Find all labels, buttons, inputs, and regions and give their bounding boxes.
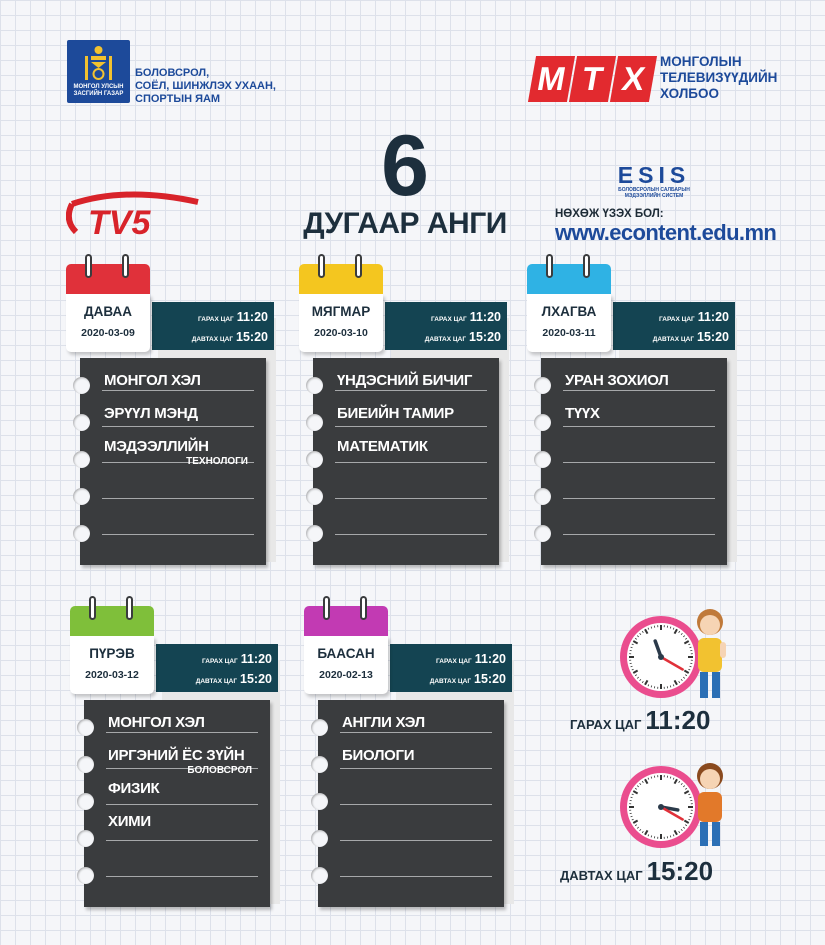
- calendar-tag: [66, 264, 150, 352]
- air-time-row: [436, 652, 506, 666]
- card-time-bar: [613, 302, 735, 350]
- calendar-header: [66, 264, 150, 294]
- repeat-time: 15:20: [240, 672, 272, 686]
- grade-label: ДУГААР АНГИ: [303, 207, 507, 240]
- calendar-header: [70, 606, 154, 636]
- binder-hole: [77, 756, 94, 773]
- subject-board: [318, 700, 504, 907]
- repeat-time-caption: ДАВТАХ ЦАГ: [195, 678, 238, 685]
- subject-line: [340, 804, 492, 805]
- calendar-ring: [122, 254, 129, 278]
- clock-center: [658, 654, 664, 660]
- day-date: 2020-03-11: [542, 327, 596, 339]
- repeat-time-row: [196, 672, 272, 686]
- card-time-bar: [152, 302, 274, 350]
- calendar-body: [66, 294, 150, 352]
- mtx-logo: [532, 56, 653, 102]
- binder-hole: [306, 377, 323, 394]
- subject-name: БИОЛОГИ: [342, 747, 415, 764]
- mtx-letter: М: [528, 56, 575, 102]
- card-time-bar: [390, 644, 512, 692]
- repeat-time-row: [192, 330, 268, 344]
- air-time-caption: ГАРАХ ЦАГ: [198, 316, 234, 323]
- subject-line: [102, 390, 254, 391]
- calendar-body: [304, 636, 388, 694]
- repeat-time-caption: ДАВТАХ ЦАГ: [652, 336, 695, 343]
- binder-hole: [534, 488, 551, 505]
- air-time: 11:20: [474, 652, 506, 666]
- binder-hole: [534, 414, 551, 431]
- binder-hole: [73, 377, 90, 394]
- air-time-row: [202, 652, 272, 666]
- binder-hole: [306, 451, 323, 468]
- repeat-time-caption: ДАВТАХ ЦАГ: [560, 868, 643, 883]
- air-time-caption: ГАРАХ ЦАГ: [202, 658, 238, 665]
- calendar-ring: [546, 254, 553, 278]
- subject-line: [563, 498, 715, 499]
- card-time-bar: [156, 644, 278, 692]
- binder-hole: [534, 377, 551, 394]
- subject-line: [563, 426, 715, 427]
- calendar-ring: [89, 596, 96, 620]
- subject-board: [84, 700, 270, 907]
- clock-center: [658, 804, 664, 810]
- binder-hole: [73, 451, 90, 468]
- mtx-name: МОНГОЛЫН ТЕЛЕВИЗҮҮДИЙН ХОЛБОО: [660, 54, 778, 101]
- air-time: 11:20: [469, 310, 501, 324]
- binder-hole: [306, 488, 323, 505]
- esis-logo-text: ESIS: [617, 162, 691, 188]
- subject-line: [335, 390, 487, 391]
- day-name: МЯГМАР: [311, 304, 371, 319]
- subject-name: ФИЗИК: [108, 780, 160, 797]
- air-time-label: [570, 705, 710, 736]
- soyombo-icon: [82, 44, 115, 82]
- calendar-tag: [299, 264, 383, 352]
- subject-line: [563, 534, 715, 535]
- binder-hole: [311, 867, 328, 884]
- air-time: 11:20: [236, 310, 268, 324]
- binder-hole: [73, 525, 90, 542]
- binder-hole: [73, 414, 90, 431]
- boy-illustration: [690, 760, 732, 859]
- air-time-row: [431, 310, 501, 324]
- subject-line: [340, 876, 492, 877]
- air-time: 11:20: [240, 652, 272, 666]
- repeat-time-row: [653, 330, 729, 344]
- calendar-ring: [355, 254, 362, 278]
- day-date: 2020-03-12: [85, 669, 139, 681]
- subject-name: МОНГОЛ ХЭЛ: [108, 714, 205, 731]
- calendar-body: [70, 636, 154, 694]
- repeat-time-value: 15:20: [646, 856, 714, 886]
- binder-hole: [311, 793, 328, 810]
- subject-name: БИЕИЙН ТАМИР: [337, 405, 454, 422]
- air-time-caption: ГАРАХ ЦАГ: [659, 316, 695, 323]
- air-time-caption: ГАРАХ ЦАГ: [436, 658, 472, 665]
- repeat-time: 15:20: [697, 330, 729, 344]
- day-name: БААСАН: [317, 646, 375, 661]
- day-name: ДАВАА: [84, 304, 132, 319]
- calendar-header: [304, 606, 388, 636]
- air-time-row: [659, 310, 729, 324]
- esis-subtitle: БОЛОВСРОЛЫН САЛБАРЫН МЭДЭЭЛЛИЙН СИСТЕМ: [618, 187, 690, 199]
- subject-line: [106, 840, 258, 841]
- repeat-time-caption: ДАВТАХ ЦАГ: [191, 336, 234, 343]
- air-time: 11:20: [697, 310, 729, 324]
- subject-name: УРАН ЗОХИОЛ: [565, 372, 669, 389]
- calendar-ring: [583, 254, 590, 278]
- day-name: ЛХАГВА: [541, 304, 597, 319]
- day-name: ПҮРЭВ: [89, 646, 135, 661]
- ministry-name: БОЛОВСРОЛ, СОЁЛ, ШИНЖЛЭХ УХААН, СПОРТЫН ЯАМ: [135, 67, 276, 105]
- subject-line: [335, 498, 487, 499]
- calendar-ring: [360, 596, 367, 620]
- day-card: [527, 258, 739, 568]
- subject-board: [80, 358, 266, 565]
- repeat-time: 15:20: [474, 672, 506, 686]
- ministry-logo: [67, 40, 130, 103]
- binder-hole: [77, 830, 94, 847]
- calendar-tag: [304, 606, 388, 694]
- subject-line: [340, 840, 492, 841]
- air-time-caption: ГАРАХ ЦАГ: [570, 717, 642, 732]
- calendar-ring: [85, 254, 92, 278]
- binder-hole: [77, 867, 94, 884]
- card-time-bar: [385, 302, 507, 350]
- subject-board: [541, 358, 727, 565]
- subject-line: [106, 732, 258, 733]
- repeat-time-caption: ДАВТАХ ЦАГ: [424, 336, 467, 343]
- calendar-body: [527, 294, 611, 352]
- repeat-time: 15:20: [236, 330, 268, 344]
- calendar-header: [527, 264, 611, 294]
- binder-hole: [73, 488, 90, 505]
- girl-illustration: [690, 606, 732, 709]
- calendar-tag: [70, 606, 154, 694]
- subject-line: [340, 732, 492, 733]
- mtx-letter: Т: [569, 56, 616, 102]
- repeat-time-label: [560, 856, 713, 887]
- day-date: 2020-03-09: [81, 327, 135, 339]
- binder-hole: [77, 719, 94, 736]
- subject-name: ТҮҮХ: [565, 405, 600, 422]
- watch-label: НӨХӨЖ ҮЗЭХ БОЛ:: [555, 208, 664, 220]
- tv5-logo: [66, 190, 202, 245]
- day-card: [299, 258, 511, 568]
- binder-hole: [77, 793, 94, 810]
- subject-line: [335, 426, 487, 427]
- subject-name: МОНГОЛ ХЭЛ: [104, 372, 201, 389]
- subject-line: [563, 390, 715, 391]
- calendar-tag: [527, 264, 611, 352]
- air-time-caption: ГАРАХ ЦАГ: [431, 316, 467, 323]
- calendar-ring: [126, 596, 133, 620]
- mtx-letter: Х: [610, 56, 657, 102]
- day-card: [66, 258, 278, 568]
- subject-line: [335, 534, 487, 535]
- subject-line: [102, 498, 254, 499]
- subject-name: АНГЛИ ХЭЛ: [342, 714, 425, 731]
- tv5-text: TV5: [88, 204, 151, 240]
- binder-hole: [534, 451, 551, 468]
- econtent-link[interactable]: www.econtent.edu.mn: [555, 220, 777, 245]
- subject-line: [106, 876, 258, 877]
- subject-line: [563, 462, 715, 463]
- calendar-ring: [318, 254, 325, 278]
- repeat-time-row: [425, 330, 501, 344]
- esis-logo: [612, 164, 696, 199]
- binder-hole: [311, 719, 328, 736]
- grade-number: 6: [381, 118, 429, 214]
- subject-line: [102, 534, 254, 535]
- subject-name: ИРГЭНИЙ ЁС ЗҮЙН: [108, 747, 245, 764]
- subject-line: [340, 768, 492, 769]
- subject-line: [335, 462, 487, 463]
- subject-name: МАТЕМАТИК: [337, 438, 428, 455]
- binder-hole: [306, 525, 323, 542]
- calendar-header: [299, 264, 383, 294]
- binder-hole: [534, 525, 551, 542]
- subject-line: [102, 426, 254, 427]
- repeat-time-caption: ДАВТАХ ЦАГ: [429, 678, 472, 685]
- subject-subtitle: ТЕХНОЛОГИ: [186, 456, 248, 467]
- subject-line: [106, 804, 258, 805]
- subject-subtitle: БОЛОВСРОЛ: [187, 765, 252, 776]
- air-time-row: [198, 310, 268, 324]
- day-card: [304, 600, 516, 910]
- repeat-time: 15:20: [469, 330, 501, 344]
- calendar-ring: [323, 596, 330, 620]
- repeat-time-row: [430, 672, 506, 686]
- subject-name: МЭДЭЭЛЛИЙН: [104, 438, 209, 455]
- day-date: 2020-02-13: [319, 669, 373, 681]
- binder-hole: [306, 414, 323, 431]
- subject-board: [313, 358, 499, 565]
- binder-hole: [311, 830, 328, 847]
- ministry-logo-text: МОНГОЛ УЛСЫН ЗАСГИЙН ГАЗАР: [73, 84, 124, 97]
- subject-name: ЭРҮҮЛ МЭНД: [104, 405, 198, 422]
- subject-name: ХИМИ: [108, 813, 151, 830]
- day-date: 2020-03-10: [314, 327, 368, 339]
- binder-hole: [311, 756, 328, 773]
- day-card: [70, 600, 282, 910]
- subject-name: ҮНДЭСНИЙ БИЧИГ: [337, 372, 473, 389]
- calendar-body: [299, 294, 383, 352]
- air-time-value: 11:20: [645, 705, 711, 735]
